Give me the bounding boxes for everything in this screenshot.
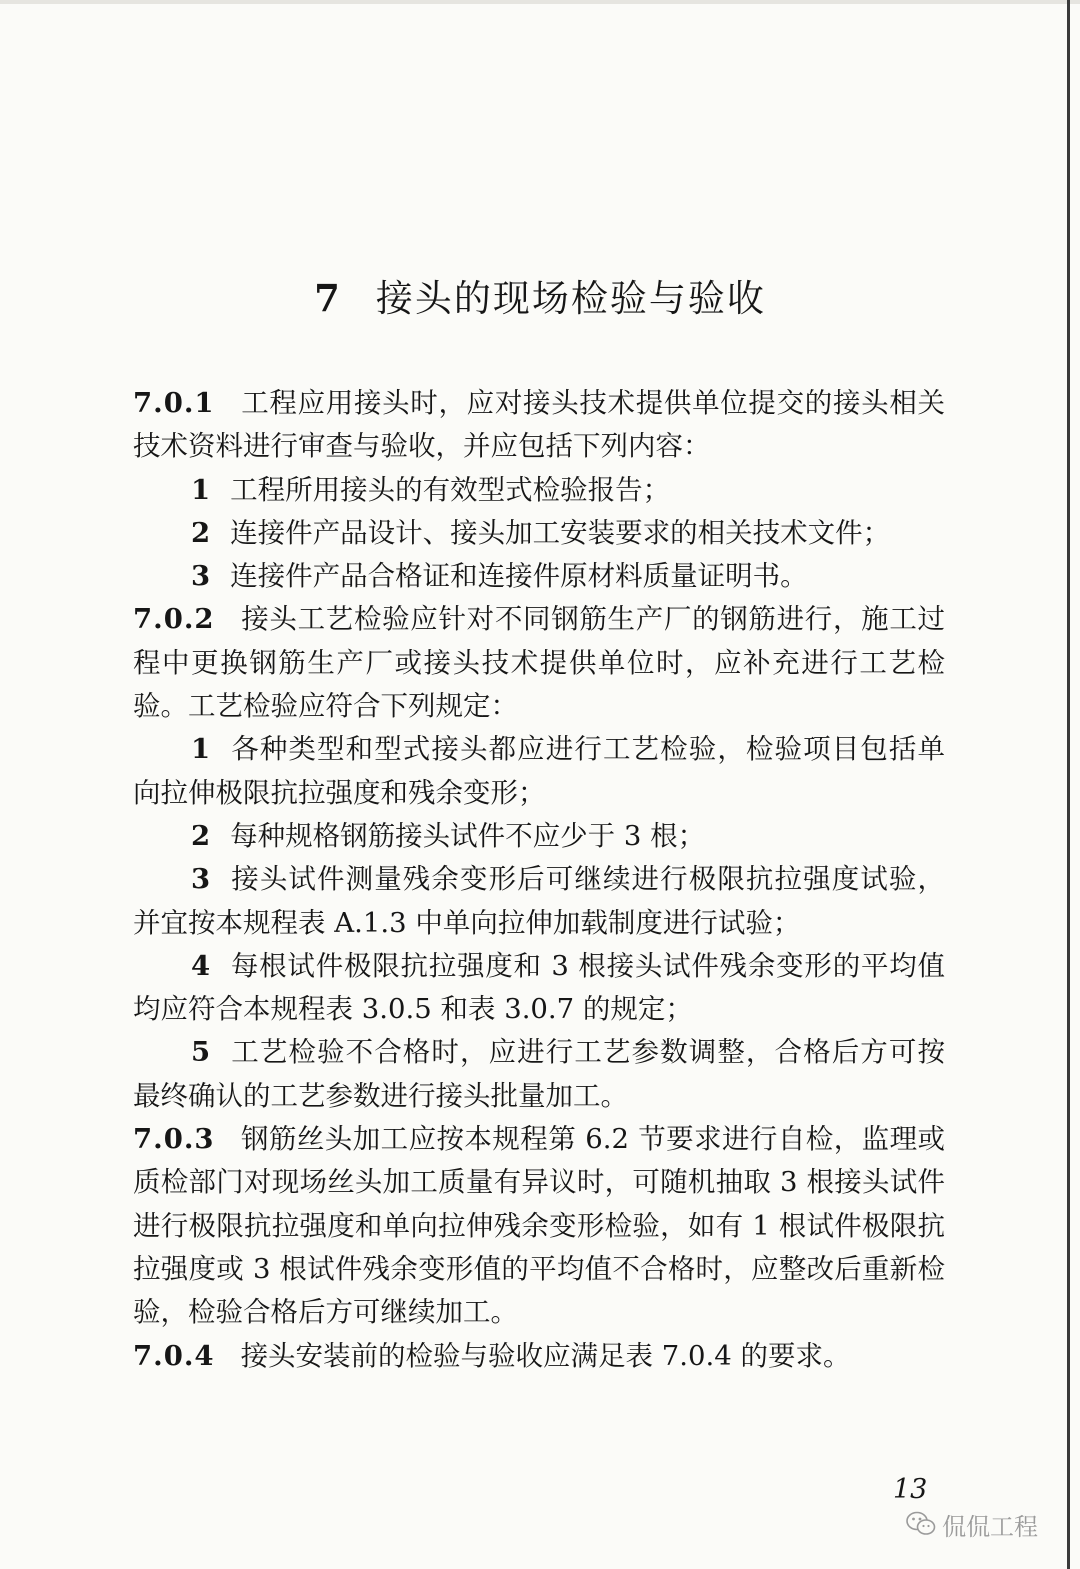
clause-text: 接头安装前的检验与验收应满足表 7.0.4 的要求。 bbox=[240, 1339, 851, 1372]
page-top-edge bbox=[0, 0, 1080, 4]
clause-7-0-2 bbox=[133, 598, 945, 728]
chapter-title bbox=[0, 268, 1080, 322]
clause-text: 工程应用接头时，应对接头技术提供单位提交的接头相关技术资料进行审查与验收，并应包括下列内容： bbox=[133, 387, 945, 463]
chapter-number: 7 bbox=[314, 276, 342, 320]
clause-number: 7.0.1 bbox=[133, 387, 215, 419]
item-text: 连接件产品设计、接头加工安装要求的相关技术文件； bbox=[230, 516, 891, 549]
clause-7-0-1 bbox=[133, 382, 945, 469]
item-text: 工艺检验不合格时，应进行工艺参数调整，合格后方可按最终确认的工艺参数进行接头批量加工。 bbox=[133, 1036, 945, 1112]
item-number: 4 bbox=[191, 949, 211, 982]
wechat-icon bbox=[906, 1511, 936, 1537]
list-item bbox=[133, 728, 945, 815]
item-text: 接头试件测量残余变形后可继续进行极限抗拉强度试验，并宜按本规程表 A.1.3 中单向拉伸加载制度进行试验； bbox=[133, 863, 945, 939]
item-text: 每根试件极限抗拉强度和 3 根接头试件残余变形的平均值均应符合本规程表 3.0.5 和表 3.0.7 的规定； bbox=[133, 949, 945, 1026]
list-item bbox=[133, 555, 945, 598]
clause-7-0-4 bbox=[133, 1335, 945, 1378]
clause-number: 7.0.3 bbox=[133, 1123, 215, 1156]
list-item bbox=[133, 945, 945, 1032]
clause-body bbox=[133, 382, 945, 1378]
watermark bbox=[906, 1506, 1038, 1542]
clause-text: 接头工艺检验应针对不同钢筋生产厂的钢筋进行，施工过程中更换钢筋生产厂或接头技术提供单位时，应补充进行工艺检验。工艺检验应符合下列规定： bbox=[133, 603, 945, 723]
list-item bbox=[133, 815, 945, 858]
item-number: 2 bbox=[191, 819, 211, 852]
clause-text: 钢筋丝头加工应按本规程第 6.2 节要求进行自检，监理或质检部门对现场丝头加工质量有异议时，可随机抽取 3 根接头试件进行极限抗拉强度和单向拉伸残余变形检验，如有 1 根试件极限抗拉强度或 3 根试件残余变形值的平均值不合格时，应整改后重新检验，检验合格后方可继续加工。 bbox=[133, 1123, 945, 1329]
chapter-title-text: 接头的现场检验与验收 bbox=[375, 277, 766, 320]
list-item bbox=[133, 1031, 945, 1118]
item-text: 连接件产品合格证和连接件原材料质量证明书。 bbox=[230, 560, 808, 593]
page-right-edge bbox=[1067, 0, 1070, 1569]
list-item bbox=[133, 512, 945, 555]
item-text: 各种类型和型式接头都应进行工艺检验，检验项目包括单向拉伸极限抗拉强度和残余变形； bbox=[133, 733, 945, 809]
item-number: 3 bbox=[191, 560, 211, 593]
list-item bbox=[133, 858, 945, 945]
clause-7-0-3 bbox=[133, 1118, 945, 1334]
page-number: 13 bbox=[893, 1474, 928, 1505]
item-number: 1 bbox=[191, 473, 211, 506]
item-number: 5 bbox=[191, 1036, 211, 1069]
item-number: 3 bbox=[191, 863, 211, 896]
item-text: 工程所用接头的有效型式检验报告； bbox=[230, 473, 671, 506]
clause-number: 7.0.2 bbox=[133, 603, 215, 636]
list-item bbox=[133, 469, 945, 512]
item-number: 2 bbox=[191, 516, 211, 549]
watermark-text: 侃侃工程 bbox=[942, 1512, 1038, 1541]
item-number: 1 bbox=[191, 733, 211, 766]
item-text: 每种规格钢筋接头试件不应少于 3 根； bbox=[230, 819, 706, 852]
clause-number: 7.0.4 bbox=[133, 1339, 215, 1372]
